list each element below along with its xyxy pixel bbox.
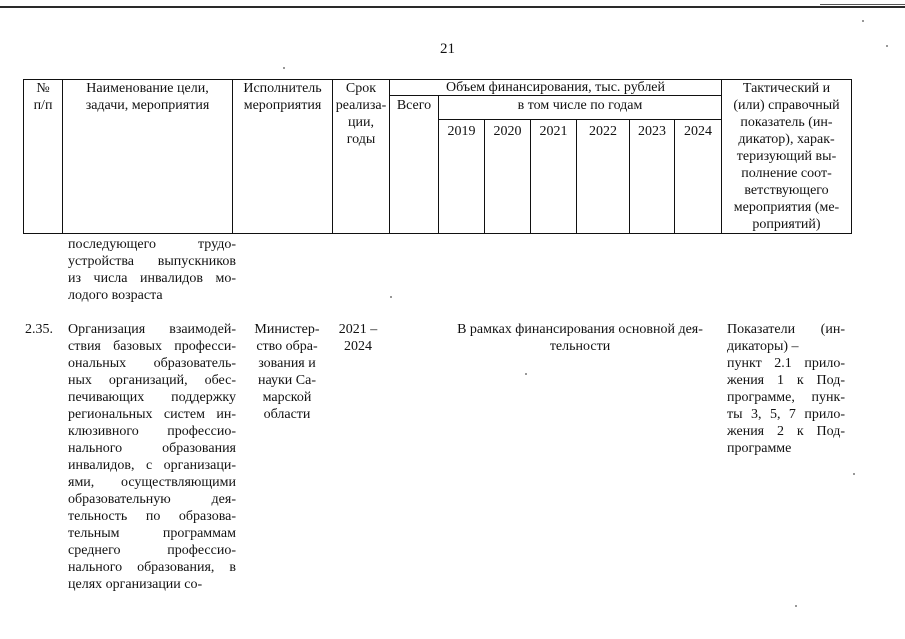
header-num: № п/п — [33, 81, 53, 113]
scan-speck — [283, 67, 285, 69]
header-year-2024: 2024 — [684, 124, 712, 139]
header-term: Срок реализа- ции, годы — [335, 81, 387, 147]
row-name: Организация взаимодей- ствия базовых професси- ональных образователь- ных организаций, обес- печивающих поддержку региональных систем ин- клюзивного профессио- нального образования инвалидов, с организаци- ями, осуществляющими образовательную дея- тельность по образова- тельным программам среднего профессио- нального образования, в целях организации со- — [68, 322, 236, 592]
header-funding: Объем финансирования, тыс. рублей — [445, 80, 666, 95]
row-indicator: Показатели (ин- дикаторы) – пункт 2.1 прило- жения 1 к Под- программе, пунк- ты 3, 5, 7 прило- жения 2 к Под- программе — [727, 322, 845, 456]
top-border-line — [0, 6, 905, 8]
scan-speck — [795, 605, 797, 607]
header-executor: Исполнитель мероприятия — [243, 81, 322, 113]
continuation-text: последующего трудо- устройства выпускников из числа инвалидов мо- лодого возраста — [68, 237, 236, 303]
header-year-2022: 2022 — [589, 124, 617, 139]
top-border-line-secondary — [820, 4, 905, 5]
row-number: 2.35. — [25, 322, 53, 337]
row-executor: Министер- ство обра- зования и науки Са- марской области — [254, 322, 320, 422]
scan-speck — [862, 20, 864, 22]
header-year-2020: 2020 — [493, 124, 522, 139]
header-indicator: Тактический и (или) справочный показатель (ин- дикатор), харак- теризующий вы- полнение соот- ветствующего мероприятия (ме- роприятий) — [733, 81, 840, 232]
scan-speck — [390, 296, 392, 298]
header-name: Наименование цели, задачи, мероприятия — [85, 81, 210, 113]
header-year-2019: 2019 — [447, 124, 476, 139]
scan-speck — [525, 373, 527, 375]
scan-speck — [886, 45, 888, 47]
header-year-2023: 2023 — [638, 124, 666, 139]
row-funding: В рамках финансирования основной дея- тельности — [457, 322, 703, 354]
table-header — [23, 79, 852, 234]
header-total: Всего — [396, 98, 432, 113]
header-by-years: в том числе по годам — [517, 98, 643, 113]
row-term: 2021 – 2024 — [338, 322, 378, 354]
header-year-2021: 2021 — [539, 124, 568, 139]
page-number: 21 — [440, 41, 455, 57]
scan-speck — [853, 473, 855, 475]
